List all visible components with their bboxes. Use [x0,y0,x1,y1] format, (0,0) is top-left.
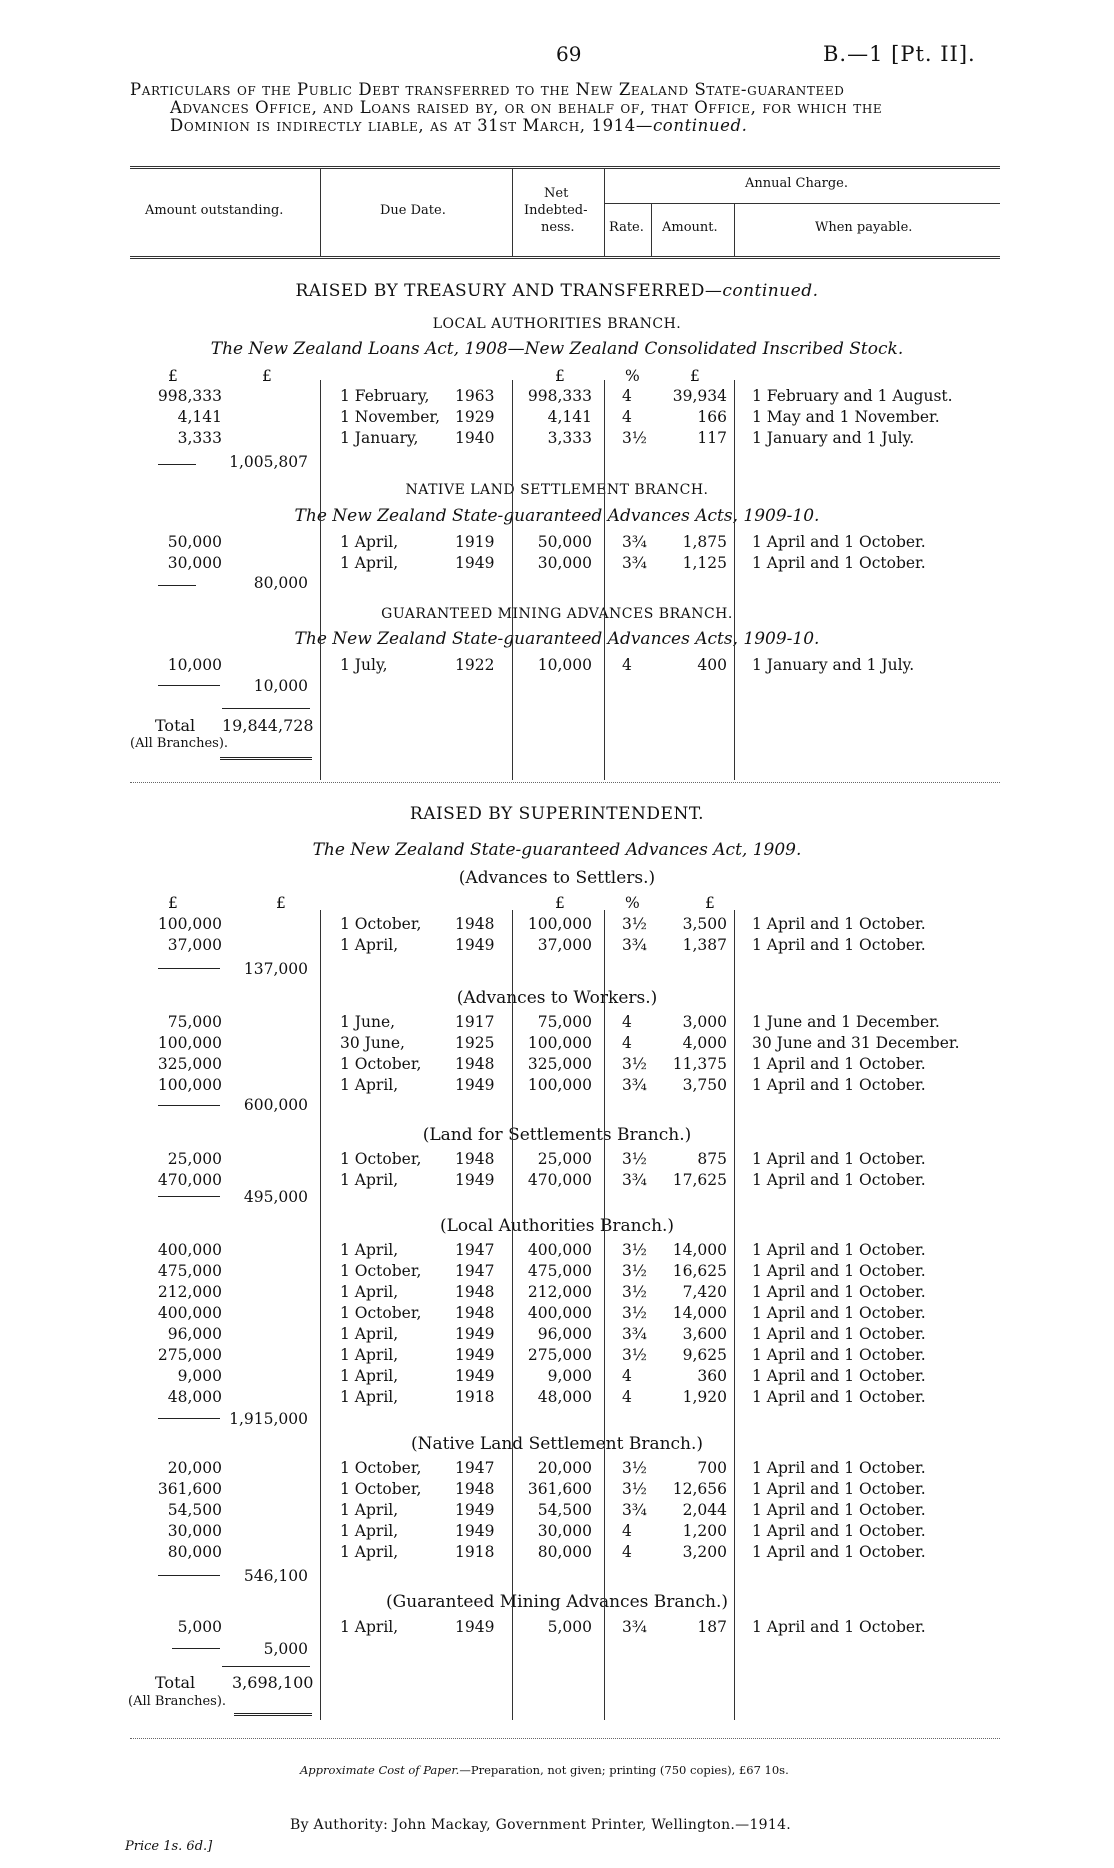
when-payable: 1 April and 1 October. [752,1367,926,1385]
charge-amount: 12,656 [672,1480,727,1498]
pound-label: £ [555,894,565,912]
due-date: 1 October, [340,1480,422,1498]
rate: 3¾ [622,533,647,551]
net-indebtedness: 4,141 [547,408,592,426]
amount-outstanding: 475,000 [157,1262,222,1280]
net-indebtedness: 50,000 [537,533,592,551]
due-date: 1 April, [340,1522,399,1540]
due-year: 1922 [455,656,495,674]
due-year: 1948 [455,1150,495,1168]
section2-act: The New Zealand State-guaranteed Advances Act, 1909. [312,840,802,860]
due-date: 1 April, [340,1543,399,1561]
net-indebtedness: 20,000 [537,1459,592,1477]
due-year: 1947 [455,1262,495,1280]
due-year: 1948 [455,1055,495,1073]
due-year: 1919 [455,533,495,551]
when-payable: 1 April and 1 October. [752,915,926,933]
due-year: 1925 [455,1034,495,1052]
col-annual-charge: Annual Charge. [745,176,848,191]
due-year: 1918 [455,1388,495,1406]
when-payable: 1 April and 1 October. [752,1501,926,1519]
table-row [0,1459,1114,1479]
due-date: 1 April, [340,1346,399,1364]
when-payable: 1 April and 1 October. [752,1388,926,1406]
rate: 3½ [622,429,647,447]
due-date: 1 April, [340,1283,399,1301]
pound-label: £ [690,367,700,385]
net-indebtedness: 37,000 [537,936,592,954]
subtotal [0,960,1114,980]
charge-amount: 14,000 [672,1241,727,1259]
s1-act-native-land: The New Zealand State-guaranteed Advances Acts, 1909-10. [294,506,820,526]
price: Price 1s. 6d.] [125,1839,213,1854]
net-indebtedness: 361,600 [527,1480,592,1498]
amount-outstanding: 100,000 [157,1076,222,1094]
due-date: 1 April, [340,1241,399,1259]
s1-branch-mining: GUARANTEED MINING ADVANCES BRANCH. [381,606,733,622]
section1-title-italic: continued. [722,281,819,301]
net-indebtedness: 48,000 [537,1388,592,1406]
paper-cost-label: Approximate Cost of Paper. [300,1763,460,1777]
when-payable: 1 February and 1 August. [752,387,953,405]
due-year: 1948 [455,1480,495,1498]
amount-outstanding: 75,000 [167,1013,222,1031]
net-indebtedness: 25,000 [537,1150,592,1168]
title-line-1: Particulars of the Public Debt transferred to the New Zealand State-guaranteed [130,80,845,99]
rate: 4 [622,1013,632,1031]
amount-outstanding: 48,000 [167,1388,222,1406]
subtotal [0,1096,1114,1116]
charge-amount: 1,920 [682,1388,727,1406]
charge-amount: 1,387 [682,936,727,954]
rate: 4 [622,1543,632,1561]
rate: 4 [622,656,632,674]
amount-outstanding: 10,000 [167,656,222,674]
rate: 3¾ [622,554,647,572]
charge-amount: 39,934 [672,387,727,405]
due-year: 1948 [455,915,495,933]
net-indebtedness: 475,000 [527,1262,592,1280]
table-row [0,1150,1114,1170]
when-payable: 30 June and 31 December. [752,1034,960,1052]
amount-outstanding: 30,000 [167,554,222,572]
charge-amount: 1,125 [682,554,727,572]
net-indebtedness: 5,000 [547,1618,592,1636]
amount-outstanding: 4,141 [177,408,222,426]
rate: 3¾ [622,1618,647,1636]
due-date: 1 November, [340,408,441,426]
pound-label: £ [168,894,178,912]
subtotal [0,677,1114,697]
s2-branch-mining: (Guaranteed Mining Advances Branch.) [386,1592,728,1612]
charge-amount: 4,000 [682,1034,727,1052]
subtotal-value: 10,000 [253,677,308,695]
charge-amount: 14,000 [672,1304,727,1322]
s2-branch-local-authorities: (Local Authorities Branch.) [439,1216,675,1236]
rate: 3¾ [622,1501,647,1519]
due-date: 1 October, [340,1304,422,1322]
due-date: 30 June, [340,1034,405,1052]
unit-row [0,367,1114,387]
col-due-date: Due Date. [380,203,446,218]
subtotal-value: 600,000 [243,1096,308,1114]
col-net-3: ness. [541,220,575,235]
due-year: 1947 [455,1241,495,1259]
amount-outstanding: 470,000 [157,1171,222,1189]
when-payable: 1 April and 1 October. [752,1459,926,1477]
s1-total-note: (All Branches). [130,736,229,751]
due-date: 1 April, [340,1076,399,1094]
charge-amount: 875 [697,1150,727,1168]
net-indebtedness: 325,000 [527,1055,592,1073]
charge-amount: 400 [697,656,727,674]
due-date: 1 February, [340,387,430,405]
rate: 3¾ [622,1171,647,1189]
amount-outstanding: 400,000 [157,1304,222,1322]
table-row [0,1522,1114,1542]
percent-label: % [625,894,640,912]
when-payable: 1 April and 1 October. [752,1346,926,1364]
subtotal-value: 80,000 [253,574,308,592]
rate: 4 [622,1522,632,1540]
col-amount: Amount. [662,220,718,235]
due-date: 1 April, [340,936,399,954]
when-payable: 1 April and 1 October. [752,1618,926,1636]
charge-amount: 9,625 [682,1346,727,1364]
when-payable: 1 January and 1 July. [752,656,915,674]
section1-title [0,281,1114,301]
table-row [0,1480,1114,1500]
due-date: 1 April, [340,1618,399,1636]
due-date: 1 June, [340,1013,396,1031]
s1-total-label: Total [155,716,196,735]
net-indebtedness: 400,000 [527,1241,592,1259]
when-payable: 1 April and 1 October. [752,1076,926,1094]
due-date: 1 January, [340,429,419,447]
rate: 3½ [622,1304,647,1322]
rate: 3½ [622,1459,647,1477]
due-year: 1949 [455,1171,495,1189]
subtotal [0,1188,1114,1208]
table-row [0,1346,1114,1366]
when-payable: 1 April and 1 October. [752,1522,926,1540]
due-date: 1 April, [340,1388,399,1406]
subtotal-value: 1,005,807 [229,453,308,471]
amount-outstanding: 3,333 [177,429,222,447]
net-indebtedness: 998,333 [527,387,592,405]
table-row [0,1367,1114,1387]
table-row [0,656,1114,676]
rate: 4 [622,408,632,426]
charge-amount: 117 [697,429,727,447]
rate: 3½ [622,915,647,933]
s2-total-label: Total [155,1673,196,1692]
due-year: 1949 [455,554,495,572]
amount-outstanding: 100,000 [157,915,222,933]
amount-outstanding: 212,000 [157,1283,222,1301]
rate: 3½ [622,1241,647,1259]
table-row [0,1034,1114,1054]
when-payable: 1 April and 1 October. [752,1283,926,1301]
table-row [0,533,1114,553]
subtotal [0,1640,1114,1660]
charge-amount: 7,420 [682,1283,727,1301]
authority-line: By Authority: John Mackay, Government Printer, Wellington.—1914. [290,1817,792,1833]
s1-total-value: 19,844,728 [222,716,314,735]
due-date: 1 April, [340,1501,399,1519]
due-year: 1947 [455,1459,495,1477]
due-date: 1 October, [340,1055,422,1073]
due-year: 1949 [455,1346,495,1364]
col-rate: Rate. [609,220,644,235]
due-year: 1949 [455,1076,495,1094]
pound-label: £ [555,367,565,385]
s1-branch-native-land: NATIVE LAND SETTLEMENT BRANCH. [405,482,709,498]
due-year: 1948 [455,1304,495,1322]
due-date: 1 April, [340,1325,399,1343]
col-net-1: Net [544,186,569,201]
rate: 4 [622,1388,632,1406]
table-row [0,1501,1114,1521]
net-indebtedness: 470,000 [527,1171,592,1189]
when-payable: 1 June and 1 December. [752,1013,940,1031]
charge-amount: 187 [697,1618,727,1636]
amount-outstanding: 361,600 [157,1480,222,1498]
subtotal-value: 137,000 [243,960,308,978]
amount-outstanding: 50,000 [167,533,222,551]
net-indebtedness: 212,000 [527,1283,592,1301]
due-year: 1949 [455,1618,495,1636]
amount-outstanding: 37,000 [167,936,222,954]
amount-outstanding: 30,000 [167,1522,222,1540]
when-payable: 1 January and 1 July. [752,429,915,447]
rate: 3½ [622,1150,647,1168]
title-line-2: Advances Office, and Loans raised by, or on behalf of, that Office, for which the [170,98,883,117]
table-row [0,915,1114,935]
charge-amount: 700 [697,1459,727,1477]
percent-label: % [625,367,640,385]
s2-branch-settlers: (Advances to Settlers.) [458,868,656,888]
due-date: 1 April, [340,1171,399,1189]
due-date: 1 April, [340,533,399,551]
s2-branch-native-land: (Native Land Settlement Branch.) [410,1434,704,1454]
s1-act-loans: The New Zealand Loans Act, 1908—New Zealand Consolidated Inscribed Stock. [210,339,904,359]
due-date: 1 July, [340,656,388,674]
pound-label: £ [262,367,272,385]
charge-amount: 2,044 [682,1501,727,1519]
due-year: 1963 [455,387,495,405]
charge-amount: 3,500 [682,915,727,933]
table-row [0,429,1114,449]
due-date: 1 April, [340,554,399,572]
when-payable: 1 May and 1 November. [752,408,940,426]
paper-cost-note [300,1763,789,1777]
table-row [0,1618,1114,1638]
subtotal [0,1567,1114,1587]
s1-branch-local-authorities: LOCAL AUTHORITIES BRANCH. [432,316,682,332]
subtotal-value: 495,000 [243,1188,308,1206]
charge-amount: 3,000 [682,1013,727,1031]
net-indebtedness: 100,000 [527,1034,592,1052]
net-indebtedness: 30,000 [537,554,592,572]
col-when-payable: When payable. [815,220,913,235]
amount-outstanding: 400,000 [157,1241,222,1259]
net-indebtedness: 400,000 [527,1304,592,1322]
when-payable: 1 April and 1 October. [752,1241,926,1259]
net-indebtedness: 100,000 [527,1076,592,1094]
amount-outstanding: 998,333 [157,387,222,405]
rate: 4 [622,387,632,405]
s2-total-note: (All Branches). [128,1694,227,1709]
amount-outstanding: 9,000 [177,1367,222,1385]
subtotal [0,574,1114,594]
due-year: 1929 [455,408,495,426]
charge-amount: 166 [697,408,727,426]
section1-title-main: RAISED BY TREASURY AND TRANSFERRED— [295,281,723,301]
table-row [0,554,1114,574]
charge-amount: 360 [697,1367,727,1385]
s1-act-mining: The New Zealand State-guaranteed Advances Acts, 1909-10. [294,629,820,649]
title-line-3 [170,116,748,135]
table-row [0,1543,1114,1563]
when-payable: 1 April and 1 October. [752,1325,926,1343]
table-row [0,1304,1114,1324]
due-year: 1949 [455,1325,495,1343]
when-payable: 1 April and 1 October. [752,1150,926,1168]
charge-amount: 3,200 [682,1543,727,1561]
charge-amount: 1,875 [682,533,727,551]
document-code: B.—1 [Pt. II]. [823,42,976,66]
net-indebtedness: 3,333 [547,429,592,447]
subtotal-value: 5,000 [263,1640,308,1658]
table-row [0,1013,1114,1033]
when-payable: 1 April and 1 October. [752,1480,926,1498]
due-date: 1 October, [340,1459,422,1477]
table-row [0,1388,1114,1408]
subtotal-value: 1,915,000 [229,1410,308,1428]
s2-branch-land-settlements: (Land for Settlements Branch.) [422,1125,692,1145]
pound-label: £ [276,894,286,912]
rate: 4 [622,1367,632,1385]
amount-outstanding: 275,000 [157,1346,222,1364]
when-payable: 1 April and 1 October. [752,1055,926,1073]
subtotal [0,453,1114,473]
title-line-3-italic: continued. [652,116,748,135]
amount-outstanding: 54,500 [167,1501,222,1519]
net-indebtedness: 9,000 [547,1367,592,1385]
rate: 3½ [622,1346,647,1364]
col-net-2: Indebted- [524,203,588,218]
net-indebtedness: 275,000 [527,1346,592,1364]
when-payable: 1 April and 1 October. [752,1304,926,1322]
net-indebtedness: 75,000 [537,1013,592,1031]
due-year: 1949 [455,1501,495,1519]
table-row [0,1055,1114,1075]
pound-label: £ [168,367,178,385]
charge-amount: 3,600 [682,1325,727,1343]
due-date: 1 October, [340,1262,422,1280]
amount-outstanding: 25,000 [167,1150,222,1168]
section2-title: RAISED BY SUPERINTENDENT. [409,804,705,824]
charge-amount: 16,625 [672,1262,727,1280]
title-line-3-main: Dominion is indirectly liable, as at 31st March, 1914— [170,116,653,135]
rate: 3½ [622,1480,647,1498]
due-date: 1 October, [340,1150,422,1168]
table-row [0,408,1114,428]
rate: 3½ [622,1055,647,1073]
amount-outstanding: 325,000 [157,1055,222,1073]
charge-amount: 17,625 [672,1171,727,1189]
net-indebtedness: 10,000 [537,656,592,674]
when-payable: 1 April and 1 October. [752,1543,926,1561]
amount-outstanding: 5,000 [177,1618,222,1636]
paper-cost-text: —Preparation, not given; printing (750 copies), £67 10s. [459,1763,789,1777]
net-indebtedness: 96,000 [537,1325,592,1343]
net-indebtedness: 54,500 [537,1501,592,1519]
pound-label: £ [705,894,715,912]
rate: 4 [622,1034,632,1052]
charge-amount: 3,750 [682,1076,727,1094]
due-year: 1949 [455,1522,495,1540]
net-indebtedness: 30,000 [537,1522,592,1540]
when-payable: 1 April and 1 October. [752,1262,926,1280]
rate: 3¾ [622,1325,647,1343]
table-row [0,1241,1114,1261]
charge-amount: 11,375 [672,1055,727,1073]
charge-amount: 1,200 [682,1522,727,1540]
page-number: 69 [556,42,582,66]
when-payable: 1 April and 1 October. [752,1171,926,1189]
s2-total-value: 3,698,100 [232,1673,314,1692]
rate: 3¾ [622,1076,647,1094]
due-year: 1948 [455,1283,495,1301]
subtotal [0,1410,1114,1430]
amount-outstanding: 20,000 [167,1459,222,1477]
col-amount-outstanding: Amount outstanding. [145,203,284,218]
s2-branch-workers: (Advances to Workers.) [456,988,658,1008]
amount-outstanding: 96,000 [167,1325,222,1343]
due-year: 1917 [455,1013,495,1031]
table-row [0,1076,1114,1096]
net-indebtedness: 100,000 [527,915,592,933]
due-year: 1949 [455,936,495,954]
due-year: 1949 [455,1367,495,1385]
due-date: 1 April, [340,1367,399,1385]
due-year: 1940 [455,429,495,447]
when-payable: 1 April and 1 October. [752,936,926,954]
table-row [0,1283,1114,1303]
rate: 3½ [622,1262,647,1280]
when-payable: 1 April and 1 October. [752,533,926,551]
rate: 3½ [622,1283,647,1301]
amount-outstanding: 80,000 [167,1543,222,1561]
table-row [0,1325,1114,1345]
unit-row [0,894,1114,914]
net-indebtedness: 80,000 [537,1543,592,1561]
amount-outstanding: 100,000 [157,1034,222,1052]
due-year: 1918 [455,1543,495,1561]
subtotal-value: 546,100 [243,1567,308,1585]
table-row [0,1262,1114,1282]
due-date: 1 October, [340,915,422,933]
rate: 3¾ [622,936,647,954]
table-row [0,387,1114,407]
when-payable: 1 April and 1 October. [752,554,926,572]
table-row [0,936,1114,956]
